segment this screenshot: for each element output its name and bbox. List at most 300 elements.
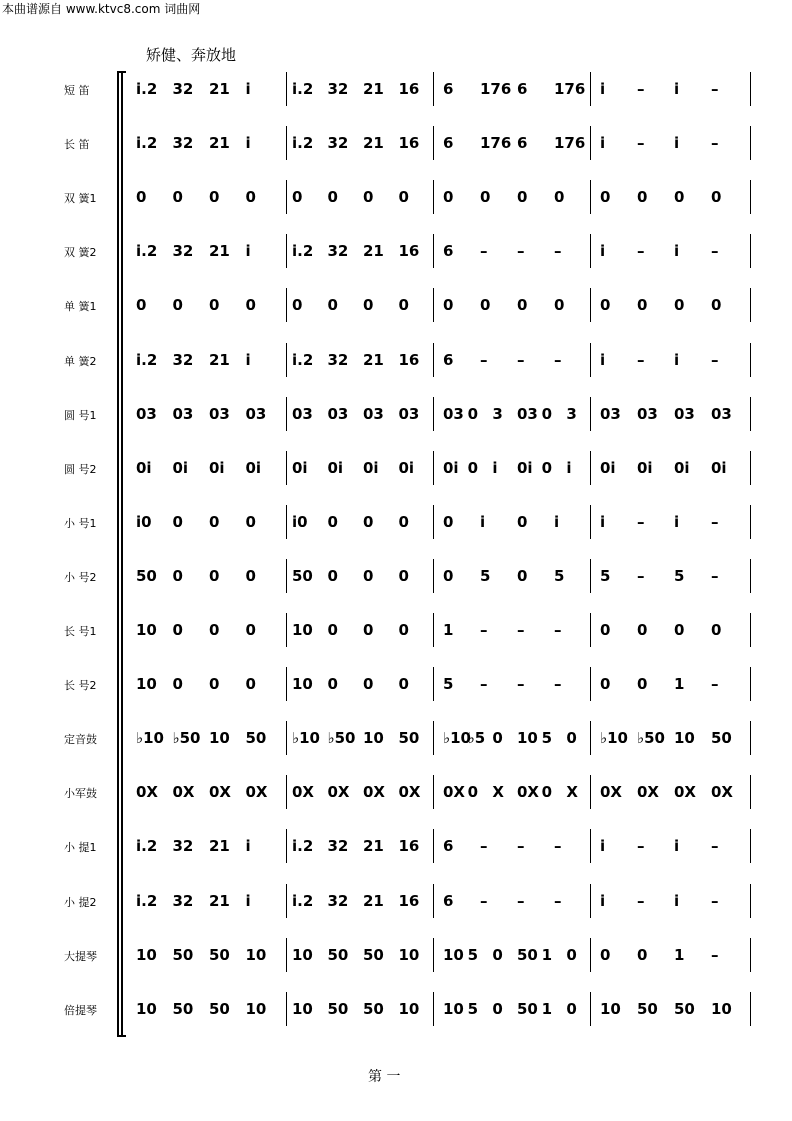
- note-token: 0: [517, 188, 528, 207]
- note-token: 32: [172, 891, 194, 910]
- note-token: 1: [541, 945, 553, 964]
- note-token: X: [566, 783, 578, 802]
- note-token: 03: [674, 404, 695, 423]
- note-token: 0: [398, 621, 409, 639]
- note-token: 0: [517, 296, 528, 315]
- note-token: 0: [136, 296, 147, 315]
- barline: [286, 938, 287, 972]
- note-token: 6: [443, 242, 454, 261]
- note-token: 0: [245, 296, 256, 315]
- note-token: 10: [245, 945, 267, 964]
- note-token: 0: [517, 566, 528, 585]
- note-token: 176: [554, 134, 586, 153]
- barline: [590, 505, 591, 539]
- note-token: 5: [554, 566, 565, 585]
- note-token: 03: [363, 404, 384, 423]
- note-token: 0X: [674, 783, 697, 802]
- note-token: i.2: [136, 242, 158, 261]
- note-token: 0: [327, 296, 338, 315]
- note-token: 50: [292, 566, 313, 585]
- barline: [286, 451, 287, 485]
- barline: [433, 775, 434, 809]
- barline: [286, 234, 287, 268]
- instrument-label: 长 号1: [64, 625, 97, 638]
- note-token: 0: [327, 512, 338, 531]
- note-token: 0: [327, 675, 338, 694]
- note-token: 0i: [398, 458, 415, 477]
- barline: [750, 667, 751, 701]
- note-token: 10: [209, 729, 230, 748]
- note-token: 50: [245, 729, 267, 748]
- note-token: 0i: [637, 458, 653, 477]
- note-token: 0X: [327, 783, 350, 802]
- note-token: –: [711, 945, 719, 964]
- note-token: 0: [363, 566, 374, 585]
- note-token: –: [554, 242, 562, 261]
- note-token: 5: [467, 999, 479, 1018]
- note-token: i.2: [292, 837, 314, 856]
- note-token: i.2: [136, 134, 158, 153]
- note-token: 10: [136, 945, 157, 964]
- instrument-label: 小军鼓: [64, 787, 97, 801]
- note-token: 16: [398, 80, 420, 98]
- note-token: 16: [398, 837, 420, 856]
- note-token: 32: [327, 134, 349, 153]
- note-token: –: [711, 566, 719, 585]
- barline: [286, 288, 287, 322]
- note-token: 16: [398, 242, 420, 261]
- note-token: i: [492, 458, 498, 477]
- note-token: 03: [443, 404, 464, 423]
- note-token: –: [711, 891, 719, 910]
- barline: [590, 234, 591, 268]
- note-token: –: [637, 134, 645, 153]
- barline: [286, 180, 287, 214]
- note-token: 32: [327, 891, 349, 910]
- note-token: –: [480, 621, 488, 639]
- note-token: 0: [245, 512, 256, 531]
- note-token: i: [600, 134, 606, 153]
- barline: [590, 126, 591, 160]
- note-token: 0: [637, 675, 648, 694]
- note-token: 0: [209, 675, 220, 694]
- note-token: i: [245, 837, 251, 856]
- note-token: ♭5: [467, 729, 486, 748]
- note-token: 0: [172, 675, 183, 694]
- instrument-label: 单 簧1: [64, 300, 97, 314]
- note-token: 10: [136, 621, 157, 639]
- note-token: i: [554, 512, 560, 531]
- note-token: 50: [209, 999, 230, 1018]
- note-token: 0: [674, 188, 685, 207]
- note-token: –: [637, 350, 645, 369]
- note-token: 1: [674, 675, 685, 694]
- note-token: 32: [172, 242, 194, 261]
- note-token: i: [245, 80, 251, 98]
- instrument-label: 长 笛: [64, 138, 90, 152]
- note-token: 10: [292, 675, 313, 694]
- note-token: i.2: [292, 134, 314, 153]
- note-token: –: [480, 675, 488, 694]
- note-token: 0: [600, 621, 611, 639]
- note-token: 10: [517, 729, 538, 748]
- note-token: i: [245, 350, 251, 369]
- note-token: 0: [480, 296, 491, 315]
- note-token: i: [674, 242, 680, 261]
- note-token: 32: [172, 837, 194, 856]
- note-token: 0: [566, 999, 577, 1018]
- barline: [433, 126, 434, 160]
- note-token: 21: [209, 242, 230, 261]
- note-token: 0: [541, 404, 553, 423]
- note-token: 0: [467, 783, 479, 802]
- note-token: 5: [674, 566, 685, 585]
- note-token: –: [480, 837, 488, 856]
- note-token: 0: [637, 621, 648, 639]
- note-token: i.2: [136, 891, 158, 910]
- instrument-label: 大提琴: [64, 949, 97, 963]
- barline: [590, 613, 591, 647]
- note-token: 10: [443, 945, 464, 964]
- barline: [433, 343, 434, 377]
- note-token: 10: [245, 999, 267, 1018]
- note-token: 21: [363, 134, 384, 153]
- note-token: –: [480, 891, 488, 910]
- note-token: 10: [398, 999, 420, 1018]
- note-token: 3: [566, 404, 577, 423]
- note-token: 0: [443, 512, 454, 531]
- note-token: i: [600, 242, 606, 261]
- note-token: 21: [363, 837, 384, 856]
- note-token: 0: [172, 188, 183, 207]
- note-token: –: [480, 350, 488, 369]
- barline: [750, 288, 751, 322]
- note-token: 50: [517, 999, 538, 1018]
- source-header: 本曲谱源自 www.ktvc8.com 词曲网: [2, 2, 201, 16]
- note-token: –: [517, 837, 525, 856]
- note-token: 0: [600, 675, 611, 694]
- barline: [286, 884, 287, 918]
- barline: [590, 180, 591, 214]
- note-token: i: [674, 891, 680, 910]
- note-token: 0: [711, 188, 722, 207]
- note-token: 0: [209, 296, 220, 315]
- note-token: 50: [711, 729, 732, 748]
- note-token: 0: [209, 621, 220, 639]
- note-token: ♭50: [637, 729, 665, 748]
- note-token: 0i: [327, 458, 344, 477]
- note-token: ♭50: [327, 729, 356, 748]
- instrument-label: 圆 号2: [64, 462, 97, 476]
- note-token: 0: [363, 621, 374, 639]
- note-token: 0: [398, 566, 409, 585]
- barline: [750, 884, 751, 918]
- note-token: 5: [443, 675, 454, 694]
- page-number: 第 一: [368, 1069, 401, 1085]
- note-token: 0i: [292, 458, 308, 477]
- note-token: 0: [492, 945, 503, 964]
- note-token: 50: [209, 945, 230, 964]
- note-token: 0: [443, 566, 454, 585]
- note-token: 3: [492, 404, 503, 423]
- note-token: 32: [327, 80, 349, 98]
- note-token: i: [674, 80, 680, 98]
- barline: [750, 505, 751, 539]
- note-token: 32: [327, 350, 349, 369]
- note-token: 0: [554, 296, 565, 315]
- note-token: –: [517, 242, 525, 261]
- note-token: 0X: [172, 783, 195, 802]
- note-token: 0i: [517, 458, 533, 477]
- note-token: 03: [209, 404, 230, 423]
- note-token: i: [600, 512, 606, 531]
- note-token: i: [245, 134, 251, 153]
- instrument-label: 双 簧2: [64, 246, 97, 260]
- barline: [286, 397, 287, 431]
- note-token: i.2: [136, 80, 158, 98]
- barline: [433, 397, 434, 431]
- note-token: 1: [674, 945, 685, 964]
- barline: [433, 451, 434, 485]
- note-token: 5: [541, 729, 553, 748]
- instrument-label: 倍提琴: [64, 1003, 97, 1017]
- note-token: 0: [398, 188, 409, 207]
- instrument-label: 小 提2: [64, 895, 97, 909]
- note-token: 0i: [363, 458, 379, 477]
- note-token: 0: [554, 188, 565, 207]
- note-token: 50: [363, 945, 384, 964]
- note-token: 50: [363, 999, 384, 1018]
- note-token: 21: [363, 350, 384, 369]
- barline: [590, 721, 591, 755]
- note-token: 50: [136, 566, 157, 585]
- note-token: 6: [443, 350, 454, 369]
- note-token: 0: [541, 458, 553, 477]
- note-token: 0X: [363, 783, 386, 802]
- note-token: 0: [492, 999, 503, 1018]
- note-token: –: [637, 80, 645, 98]
- barline: [433, 559, 434, 593]
- note-token: 6: [517, 80, 528, 98]
- note-token: 0: [443, 296, 454, 315]
- note-token: 0: [292, 188, 303, 207]
- note-token: 0: [245, 188, 256, 207]
- barline: [590, 992, 591, 1026]
- note-token: 176: [554, 80, 586, 98]
- note-token: 0: [600, 188, 611, 207]
- note-token: 0X: [398, 783, 421, 802]
- note-token: –: [711, 80, 719, 98]
- note-token: –: [554, 621, 562, 639]
- note-token: 03: [711, 404, 732, 423]
- note-token: 0: [566, 729, 577, 748]
- note-token: 0: [363, 675, 374, 694]
- note-token: 0X: [637, 783, 660, 802]
- barline: [750, 721, 751, 755]
- note-token: –: [711, 134, 719, 153]
- note-token: i: [245, 242, 251, 261]
- note-token: 03: [517, 404, 538, 423]
- note-token: –: [637, 837, 645, 856]
- note-token: 21: [209, 350, 230, 369]
- note-token: 0: [292, 296, 303, 315]
- barline: [590, 72, 591, 106]
- note-token: 03: [398, 404, 420, 423]
- note-token: –: [554, 837, 562, 856]
- barline: [433, 505, 434, 539]
- barline: [286, 559, 287, 593]
- note-token: 10: [600, 999, 621, 1018]
- note-token: 21: [209, 80, 230, 98]
- note-token: 10: [398, 945, 420, 964]
- barline: [286, 126, 287, 160]
- barline: [590, 343, 591, 377]
- barline: [750, 829, 751, 863]
- note-token: 0X: [292, 783, 315, 802]
- note-token: –: [554, 350, 562, 369]
- barline: [750, 72, 751, 106]
- note-token: i.2: [292, 350, 314, 369]
- note-token: 0i: [443, 458, 459, 477]
- barline: [590, 938, 591, 972]
- note-token: –: [554, 891, 562, 910]
- note-token: i0: [136, 512, 152, 531]
- note-token: –: [637, 512, 645, 531]
- note-token: i: [674, 350, 680, 369]
- note-token: 0i: [711, 458, 727, 477]
- note-token: X: [492, 783, 504, 802]
- note-token: 6: [443, 837, 454, 856]
- note-token: 0: [492, 729, 503, 748]
- note-token: i.2: [292, 80, 314, 98]
- note-token: –: [517, 891, 525, 910]
- note-token: 21: [363, 80, 384, 98]
- note-token: 21: [363, 242, 384, 261]
- note-token: –: [480, 242, 488, 261]
- barline: [286, 667, 287, 701]
- note-token: 32: [327, 837, 349, 856]
- note-token: 0: [600, 296, 611, 315]
- note-token: 0: [711, 296, 722, 315]
- note-token: 50: [172, 945, 194, 964]
- note-token: 0X: [517, 783, 540, 802]
- barline: [286, 613, 287, 647]
- note-token: 0: [327, 188, 338, 207]
- note-token: 16: [398, 350, 420, 369]
- note-token: 0i: [245, 458, 262, 477]
- barline: [750, 613, 751, 647]
- note-token: i: [566, 458, 572, 477]
- note-token: i: [600, 350, 606, 369]
- note-token: i: [600, 891, 606, 910]
- note-token: 0: [209, 188, 220, 207]
- note-token: 0X: [136, 783, 159, 802]
- note-token: 10: [674, 729, 695, 748]
- note-token: 03: [292, 404, 313, 423]
- note-token: 0: [711, 621, 722, 639]
- note-token: –: [517, 350, 525, 369]
- note-token: 32: [172, 350, 194, 369]
- barline: [590, 559, 591, 593]
- barline: [433, 938, 434, 972]
- barline: [750, 126, 751, 160]
- note-token: 0X: [600, 783, 623, 802]
- instrument-label: 圆 号1: [64, 408, 97, 422]
- instrument-label: 单 簧2: [64, 354, 97, 368]
- note-token: 10: [363, 729, 384, 748]
- note-token: 0: [674, 621, 685, 639]
- note-token: 10: [292, 945, 313, 964]
- note-token: 6: [517, 134, 528, 153]
- note-token: 0: [480, 188, 491, 207]
- barline: [286, 505, 287, 539]
- barline: [433, 180, 434, 214]
- note-token: –: [554, 675, 562, 694]
- note-token: –: [517, 675, 525, 694]
- barline: [286, 721, 287, 755]
- note-token: 6: [443, 891, 454, 910]
- note-token: i: [674, 134, 680, 153]
- barline: [750, 234, 751, 268]
- note-token: 32: [327, 242, 349, 261]
- note-token: i: [600, 837, 606, 856]
- note-token: 1: [443, 621, 454, 639]
- note-token: 03: [172, 404, 194, 423]
- note-token: 10: [136, 675, 157, 694]
- note-token: 03: [327, 404, 349, 423]
- note-token: i: [600, 80, 606, 98]
- note-token: ♭10: [443, 729, 471, 748]
- note-token: 0: [541, 783, 553, 802]
- note-token: i.2: [136, 837, 158, 856]
- note-token: 0: [327, 566, 338, 585]
- instrument-label: 定音鼓: [64, 733, 97, 747]
- note-token: 0: [136, 188, 147, 207]
- barline: [433, 667, 434, 701]
- note-token: –: [637, 566, 645, 585]
- barline: [750, 397, 751, 431]
- instrument-label: 小 提1: [64, 841, 97, 855]
- note-token: 0X: [209, 783, 232, 802]
- barline: [750, 180, 751, 214]
- note-token: 10: [292, 621, 313, 639]
- note-token: 0: [172, 621, 183, 639]
- barline: [433, 829, 434, 863]
- note-token: 0: [172, 512, 183, 531]
- note-token: 0: [398, 675, 409, 694]
- note-token: –: [711, 350, 719, 369]
- note-token: 176: [480, 80, 512, 98]
- note-token: 0: [566, 945, 577, 964]
- barline: [286, 829, 287, 863]
- note-token: i: [674, 512, 680, 531]
- tempo-marking: 矫健、奔放地: [146, 46, 237, 64]
- note-token: 0X: [711, 783, 734, 802]
- note-token: –: [711, 512, 719, 531]
- note-token: i.2: [292, 242, 314, 261]
- note-token: 0: [245, 621, 256, 639]
- note-token: ♭10: [600, 729, 628, 748]
- note-token: 03: [136, 404, 157, 423]
- barline: [286, 72, 287, 106]
- note-token: i0: [292, 512, 308, 531]
- note-token: 0i: [172, 458, 189, 477]
- barline: [750, 992, 751, 1026]
- note-token: 0: [637, 945, 648, 964]
- barline: [750, 775, 751, 809]
- note-token: –: [711, 675, 719, 694]
- note-token: 5: [480, 566, 491, 585]
